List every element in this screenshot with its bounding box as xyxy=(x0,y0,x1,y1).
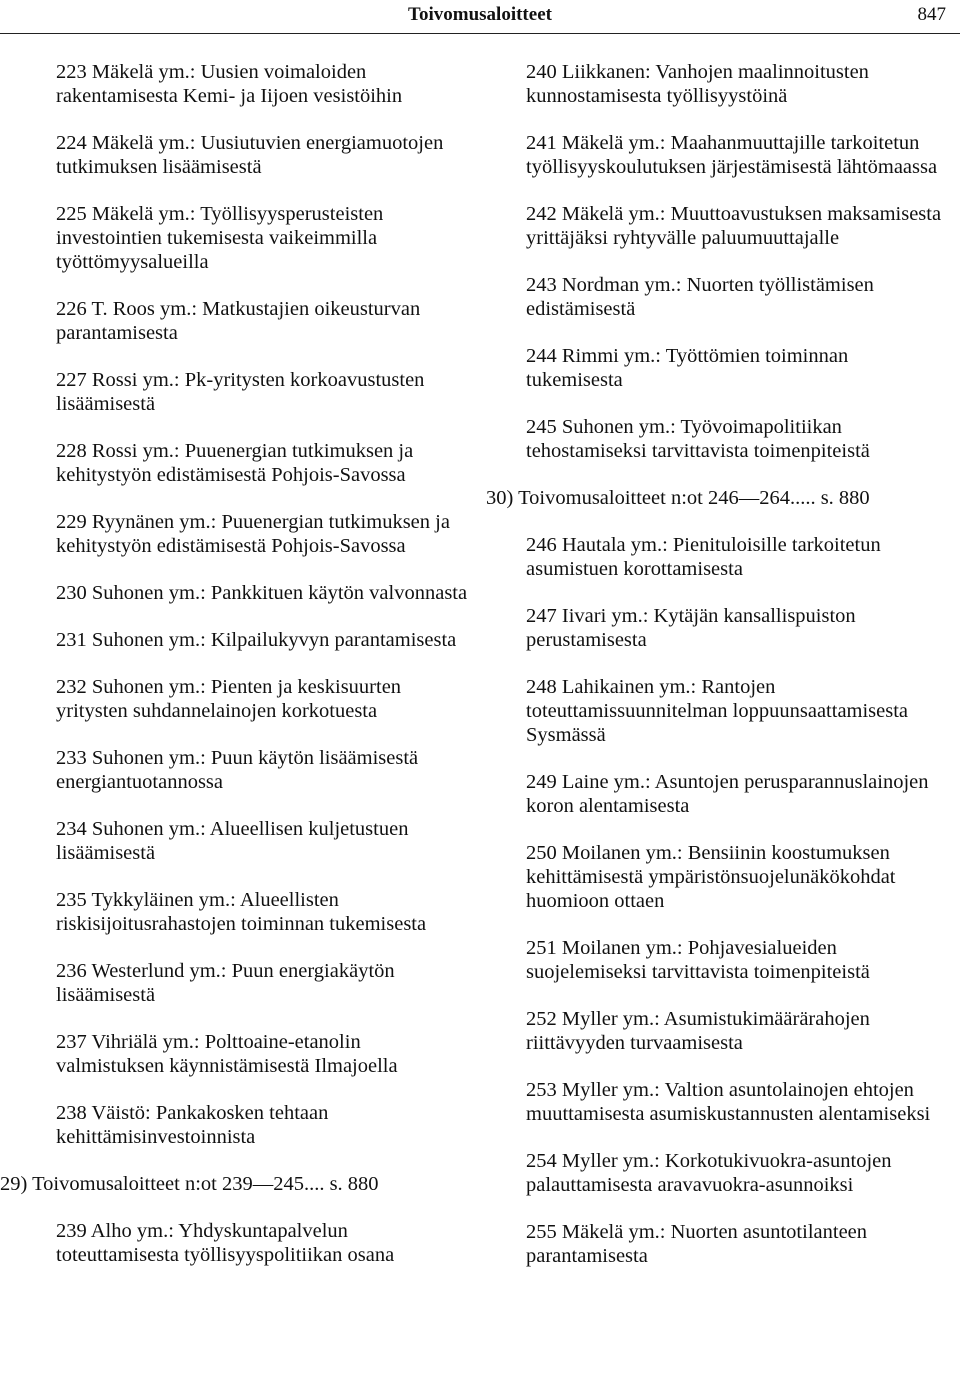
list-item: 234 Suhonen ym.: Alueellisen kuljetustuen lisäämisestä xyxy=(56,818,409,864)
list-item: 243 Nordman ym.: Nuorten työllistämisen edistämisestä xyxy=(526,274,874,320)
list-item: 241 Mäkelä ym.: Maahanmuuttajille tarkoitetun työllisyyskoulutuksen järjestämisestä lähtömaassa xyxy=(526,132,938,178)
list-item: 253 Myller ym.: Valtion asuntolainojen ehtojen muuttamisesta asumiskustannusten alentamiseksi xyxy=(526,1079,931,1125)
left-column xyxy=(0,60,470,1290)
list-item: 246 Hautala ym.: Pienituloisille tarkoitetun asumistuen korottamisesta xyxy=(526,534,881,580)
list-item: 229 Ryynänen ym.: Puuenergian tutkimuksen ja kehitystyön edistämisestä Pohjois-Savossa xyxy=(56,511,450,557)
list-item: 248 Lahikainen ym.: Rantojen toteuttamissuunnitelman loppuunsaattamisesta Sysmässä xyxy=(526,676,909,746)
list-item: 238 Väistö: Pankakosken tehtaan kehittämisinvestoinnista xyxy=(56,1102,329,1148)
list-item: 242 Mäkelä ym.: Muuttoavustuksen maksamisesta yrittäjäksi ryhtyvälle paluumuuttajalle xyxy=(526,203,942,249)
list-item: 235 Tykkyläinen ym.: Alueellisten riskisijoitusrahastojen toiminnan tukemisesta xyxy=(56,889,427,935)
list-item: 254 Myller ym.: Korkotukivuokra-asuntojen palauttamisesta aravavuokra-asunnoiksi xyxy=(526,1150,892,1196)
list-item: 236 Westerlund ym.: Puun energiakäytön lisäämisestä xyxy=(56,960,395,1006)
list-item: 225 Mäkelä ym.: Työllisyysperusteisten investointien tukemisesta vaikeimmilla työttömyysalueilla xyxy=(56,203,384,273)
list-item: 249 Laine ym.: Asuntojen perusparannuslainojen koron alentamisesta xyxy=(526,771,929,817)
list-item: 231 Suhonen ym.: Kilpailukyvyn parantamisesta xyxy=(56,629,457,651)
list-item: 244 Rimmi ym.: Työttömien toiminnan tukemisesta xyxy=(526,345,849,391)
section-heading: 29) Toivomusaloitteet n:ot 239—245.... s. 880 xyxy=(0,1173,379,1195)
list-item: 233 Suhonen ym.: Puun käytön lisäämisestä energiantuotannossa xyxy=(56,747,419,793)
list-item: 237 Vihriälä ym.: Polttoaine-etanolin valmistuksen käynnistämisestä Ilmajoella xyxy=(56,1031,398,1077)
section-heading: 30) Toivomusaloitteet n:ot 246—264..... s. 880 xyxy=(486,487,870,509)
list-item: 232 Suhonen ym.: Pienten ja keskisuurten yritysten suhdannelainojen korkotuesta xyxy=(56,676,402,722)
list-item: 224 Mäkelä ym.: Uusiutuvien energiamuotojen tutkimuksen lisäämisestä xyxy=(56,132,444,178)
page-number: 847 xyxy=(917,4,946,25)
list-item: 240 Liikkanen: Vanhojen maalinnoitusten kunnostamisesta työllisyystöinä xyxy=(526,61,869,107)
header-rule xyxy=(0,33,960,34)
list-item: 226 T. Roos ym.: Matkustajien oikeusturvan parantamisesta xyxy=(56,298,421,344)
right-column xyxy=(486,60,950,1291)
page-header xyxy=(0,0,960,36)
list-item: 223 Mäkelä ym.: Uusien voimaloiden rakentamisesta Kemi- ja Iijoen vesistöihin xyxy=(56,61,403,107)
list-item: 228 Rossi ym.: Puuenergian tutkimuksen ja kehitystyön edistämisestä Pohjois-Savossa xyxy=(56,440,414,486)
list-item: 247 Iivari ym.: Kytäjän kansallispuiston perustamisesta xyxy=(526,605,856,651)
list-item: 227 Rossi ym.: Pk-yritysten korkoavustusten lisäämisestä xyxy=(56,369,425,415)
list-item: 230 Suhonen ym.: Pankkituen käytön valvonnasta xyxy=(56,582,468,604)
running-title: Toivomusaloitteet xyxy=(408,4,552,25)
list-item: 255 Mäkelä ym.: Nuorten asuntotilanteen parantamisesta xyxy=(526,1221,868,1267)
list-item: 239 Alho ym.: Yhdyskuntapalvelun toteuttamisesta työllisyyspolitiikan osana xyxy=(56,1220,395,1266)
list-item: 250 Moilanen ym.: Bensiinin koostumuksen kehittämisestä ympäristönsuojelunäkökohdat huomioon ottaen xyxy=(526,842,896,912)
list-item: 245 Suhonen ym.: Työvoimapolitiikan tehostamiseksi tarvittavista toimenpiteistä xyxy=(526,416,870,462)
list-item: 252 Myller ym.: Asumistukimäärärahojen riittävyyden turvaamisesta xyxy=(526,1008,870,1054)
list-item: 251 Moilanen ym.: Pohjavesialueiden suojelemiseksi tarvittavista toimenpiteistä xyxy=(526,937,870,983)
